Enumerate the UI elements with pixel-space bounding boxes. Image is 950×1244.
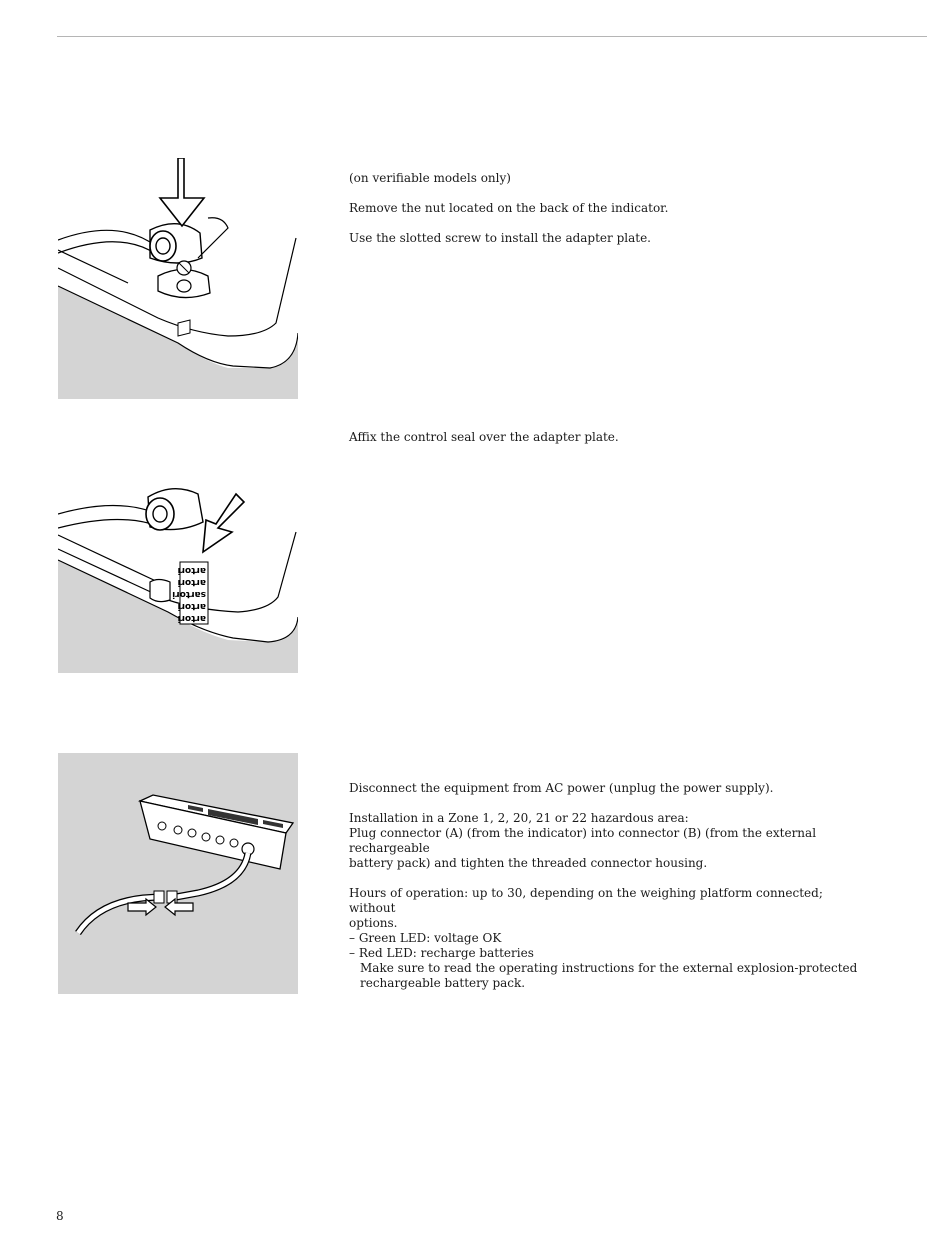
text-line: Affix the control seal over the adapter plate. [349, 430, 619, 444]
seal-text: artori [177, 601, 206, 611]
text-line: – Red LED: recharge batteries [349, 946, 534, 960]
header-rule [57, 36, 927, 37]
text-line: battery pack) and tighten the threaded connector housing. [349, 856, 708, 870]
figure-remove-nut-drawing [58, 158, 298, 399]
page-number: 8 [56, 1209, 64, 1223]
text-line: Disconnect the equipment from AC power (unplug the power supply). [349, 781, 774, 795]
text-line: Plug connector (A) (from the indicator) into connector (B) (from the external rechargeable [349, 826, 817, 855]
seal-text: artori [177, 565, 206, 575]
text-line: (on verifiable models only) [349, 171, 511, 185]
text-line: Installation in a Zone 1, 2, 20, 21 or 22 hazardous area: [349, 811, 689, 825]
text-line: Hours of operation: up to 30, depending on the weighing platform connected; without [349, 886, 823, 915]
figure-remove-nut [58, 158, 298, 399]
figure-control-seal-drawing [58, 432, 298, 673]
figure-battery-connection [58, 753, 298, 994]
section-control-seal-text [349, 430, 869, 445]
text-line: rechargeable battery pack. [360, 976, 526, 990]
figure-control-seal [58, 432, 298, 673]
text-line: options. [349, 916, 398, 930]
section-battery-text [349, 781, 869, 991]
text-line: Remove the nut located on the back of the indicator. [349, 201, 669, 215]
section-adapter-plate-text [349, 171, 869, 246]
text-line: – Green LED: voltage OK [349, 931, 502, 945]
text-line: Make sure to read the operating instructions for the external explosion-protected [360, 961, 858, 975]
seal-text: sartori [172, 589, 206, 599]
seal-text: artori [177, 577, 206, 587]
text-line: Use the slotted screw to install the adapter plate. [349, 231, 651, 245]
seal-text: artori [177, 613, 206, 623]
figure-battery-connection-drawing [58, 753, 298, 994]
